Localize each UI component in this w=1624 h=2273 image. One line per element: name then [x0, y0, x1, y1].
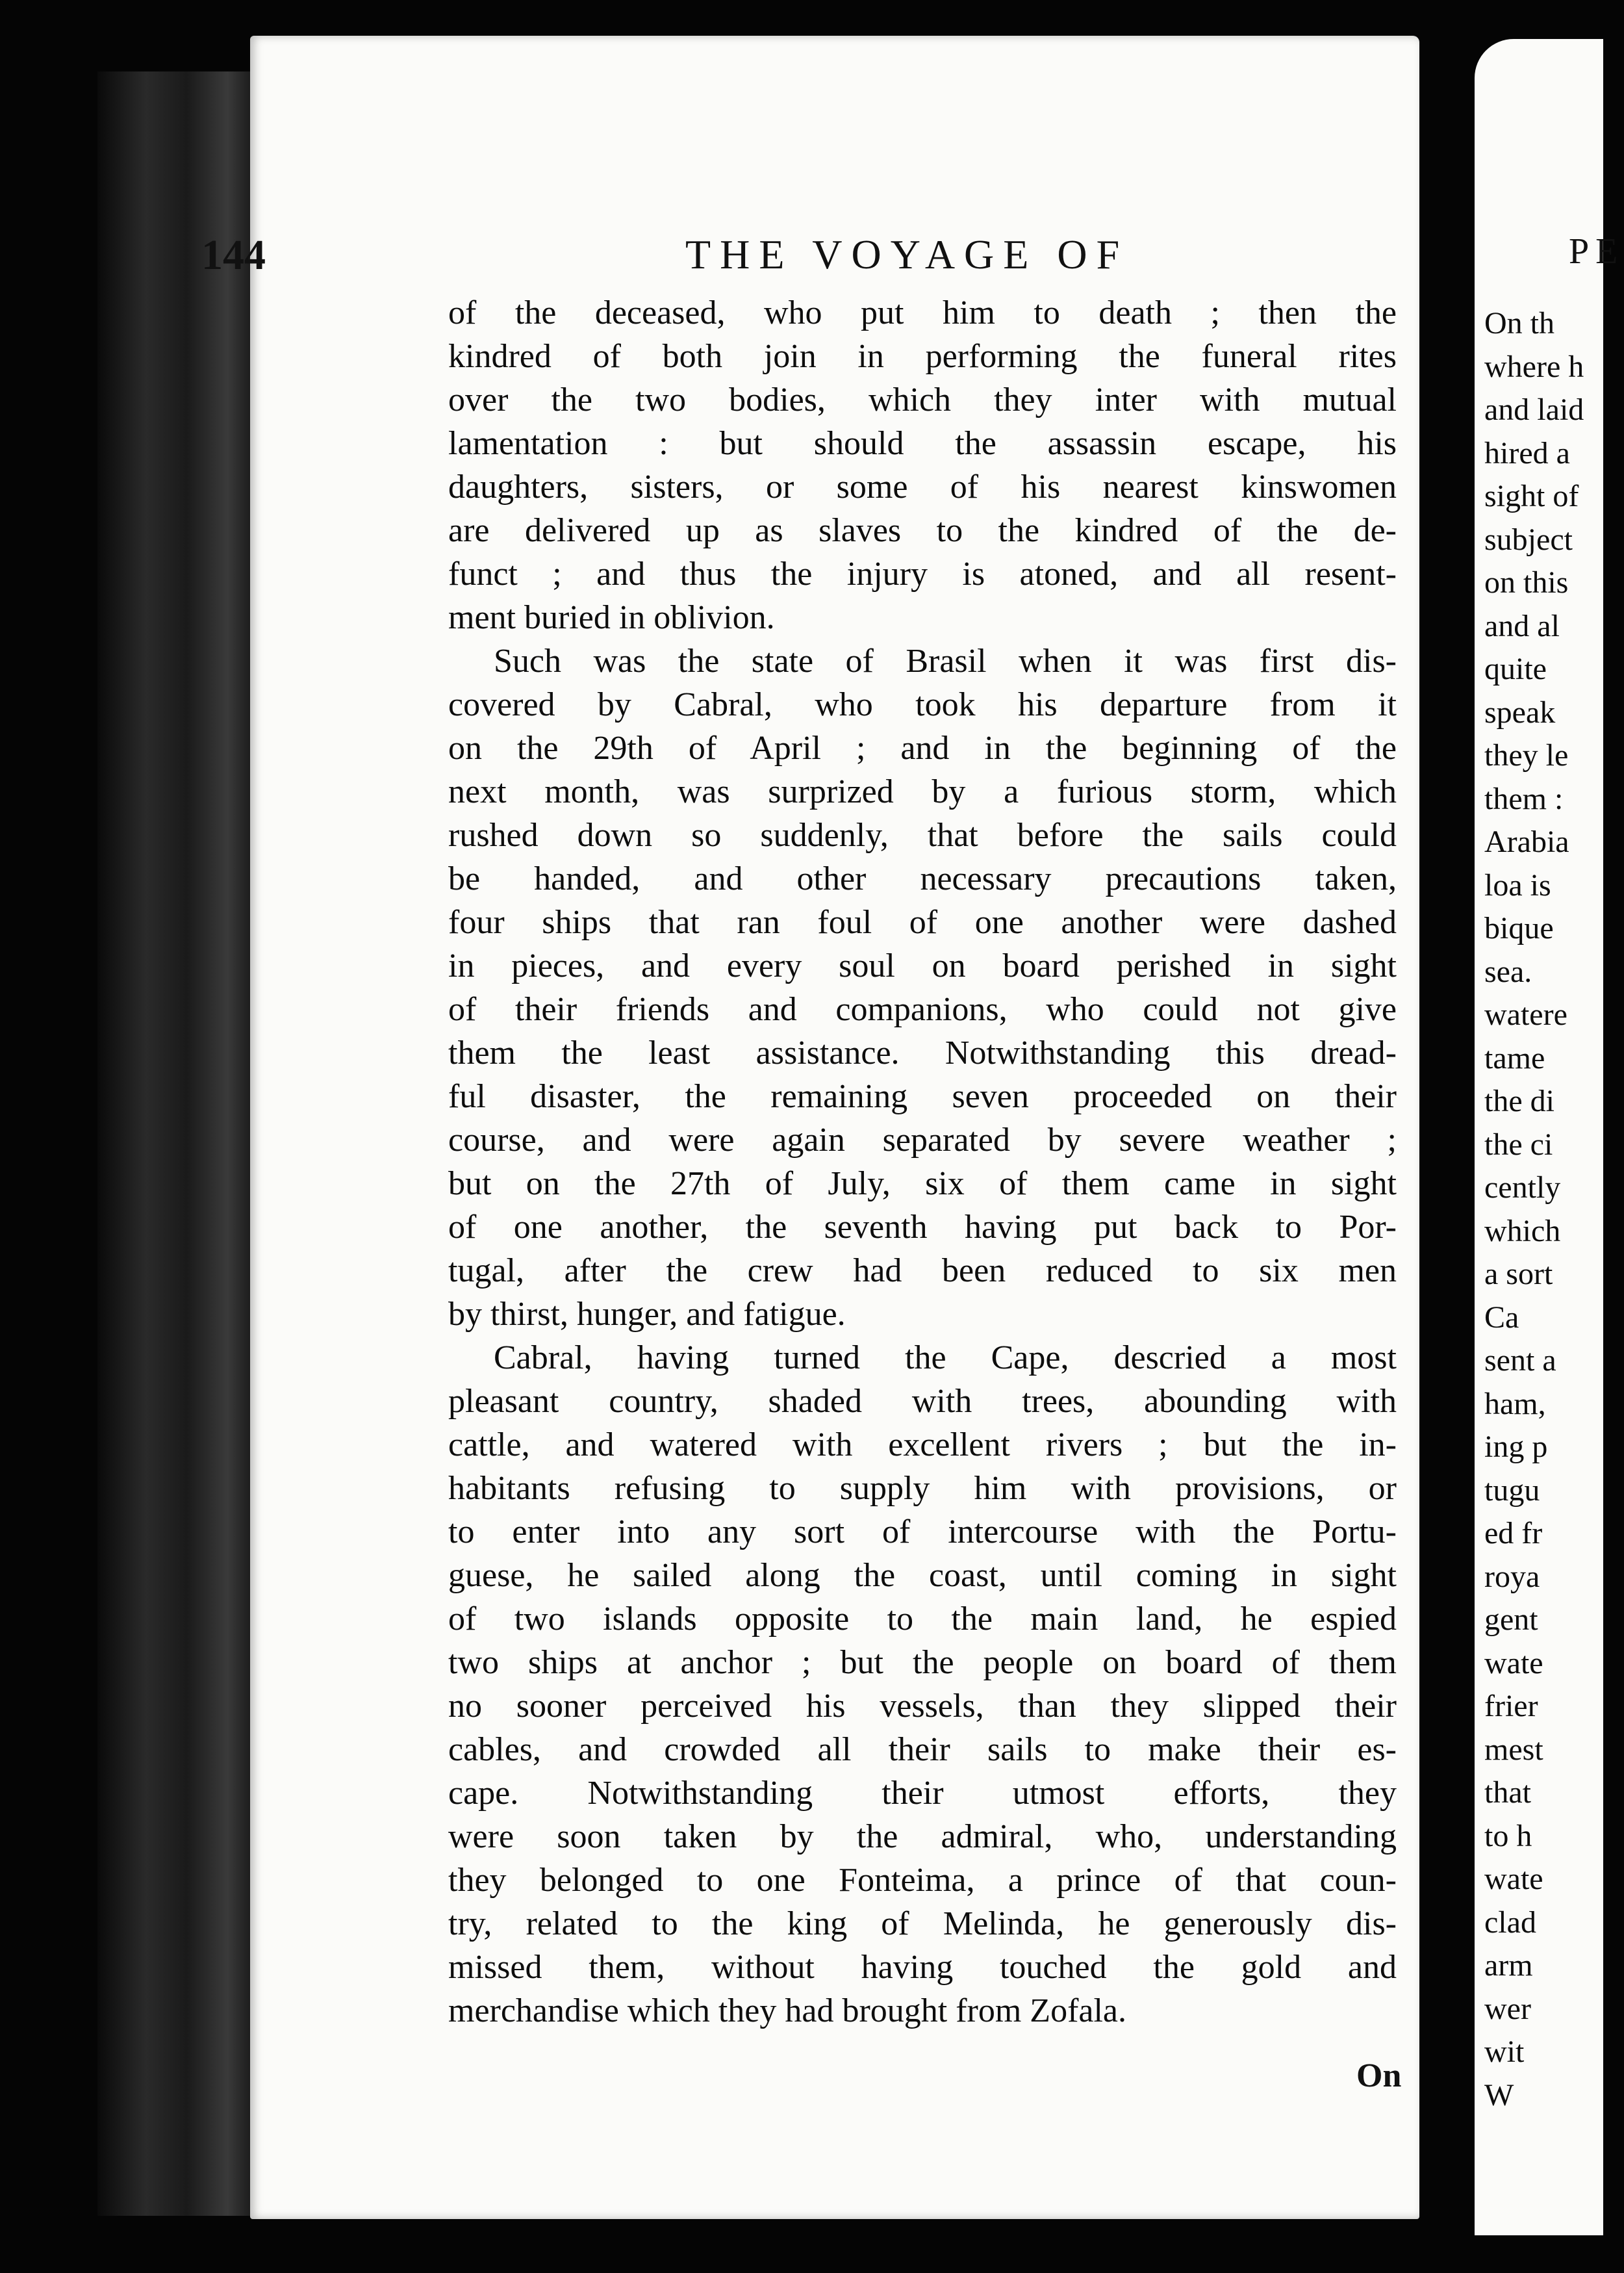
text-line: roya — [1484, 1559, 1540, 1594]
text-line: subject — [1484, 522, 1573, 557]
text-line: four ships that ran foul of one another were dashed — [448, 904, 1397, 941]
text-line: ing p — [1484, 1430, 1548, 1464]
text-line: wate — [1484, 1645, 1543, 1680]
text-line: the ci — [1484, 1127, 1553, 1162]
text-line: were soon taken by the admiral, who, understanding — [448, 1818, 1397, 1855]
text-line: ment buried in oblivion. — [448, 599, 775, 636]
text-line: cables, and crowded all their sails to make their es- — [448, 1731, 1397, 1768]
page-number: 144 — [201, 231, 266, 279]
text-line: pleasant country, shaded with trees, abounding with — [448, 1383, 1397, 1420]
page-header — [201, 231, 1280, 289]
text-line: they belonged to one Fonteima, a prince of that coun- — [448, 1862, 1397, 1899]
text-line: they le — [1484, 738, 1569, 773]
text-line: of two islands opposite to the main land, he espied — [448, 1600, 1397, 1637]
text-line: clad — [1484, 1905, 1536, 1940]
text-line: cape. Notwithstanding their utmost efforts, they — [448, 1775, 1397, 1812]
text-line: try, related to the king of Melinda, he generously dis- — [448, 1905, 1397, 1942]
text-line: Cabral, having turned the Cape, descried a most — [494, 1339, 1397, 1376]
running-head: THE VOYAGE OF — [685, 231, 1129, 277]
text-line: Arabia — [1484, 825, 1569, 859]
text-line: of one another, the seventh having put back to Por- — [448, 1209, 1397, 1246]
text-line: daughters, sisters, or some of his nearest kinswomen — [448, 469, 1397, 506]
text-line: cently — [1484, 1170, 1561, 1205]
text-line: wer — [1484, 1991, 1531, 2026]
text-line: ful disaster, the remaining seven proceeded on their — [448, 1078, 1397, 1115]
text-line: a sort — [1484, 1257, 1553, 1291]
text-line: lamentation : but should the assassin escape, his — [448, 425, 1397, 462]
text-line: gent — [1484, 1602, 1538, 1637]
book-gutter — [97, 71, 260, 2216]
catchword: On — [1356, 2057, 1402, 2094]
text-line: and al — [1484, 608, 1560, 643]
text-line: are delivered up as slaves to the kindred of the de- — [448, 512, 1397, 549]
text-line: two ships at anchor ; but the people on board of them — [448, 1644, 1397, 1681]
text-line: over the two bodies, which they inter with mutual — [448, 381, 1397, 418]
text-line: W — [1484, 2077, 1514, 2112]
text-line: quite — [1484, 652, 1547, 686]
next-page-running-head: PE — [1569, 231, 1624, 272]
text-line: hired a — [1484, 435, 1570, 470]
text-line: Ca — [1484, 1300, 1519, 1335]
text-line: On th — [1484, 306, 1554, 340]
text-line: kindred of both join in performing the funeral rites — [448, 338, 1397, 375]
text-line: Such was the state of Brasil when it was first dis- — [494, 643, 1397, 680]
text-line: where h — [1484, 349, 1584, 384]
text-line: on the 29th of April ; and in the beginning of the — [448, 730, 1397, 767]
next-page-text — [1484, 302, 1584, 2117]
text-line: sight of — [1484, 479, 1579, 513]
text-line: missed them, without having touched the gold and — [448, 1949, 1397, 1986]
book-page-right — [1475, 39, 1624, 2235]
text-line: by thirst, hunger, and fatigue. — [448, 1296, 846, 1333]
text-line: no sooner perceived his vessels, than they slipped their — [448, 1688, 1397, 1725]
text-line: funct ; and thus the injury is atoned, and all resent- — [448, 556, 1397, 593]
text-line: wate — [1484, 1862, 1543, 1896]
text-line: sea. — [1484, 954, 1532, 989]
text-line: which — [1484, 1213, 1561, 1248]
text-line: arm — [1484, 1948, 1533, 1983]
text-line: loa is — [1484, 867, 1551, 903]
text-line: watere — [1484, 997, 1567, 1032]
text-line: the di — [1484, 1084, 1554, 1118]
text-line: ed fr — [1484, 1516, 1543, 1550]
text-line: and laid — [1484, 392, 1584, 427]
text-line: sent a — [1484, 1343, 1556, 1378]
text-line: mest — [1484, 1732, 1543, 1767]
text-line: cattle, and watered with excellent rivers ; but the in- — [448, 1426, 1397, 1463]
text-line: wit — [1484, 2035, 1525, 2069]
text-line: them the least assistance. Notwithstanding this dread- — [448, 1034, 1397, 1072]
text-line: them : — [1484, 781, 1564, 816]
text-line: tugu — [1484, 1472, 1540, 1508]
text-line: tame — [1484, 1040, 1545, 1075]
text-line: be handed, and other necessary precautions taken, — [448, 860, 1397, 897]
text-line: covered by Cabral, who took his departure from it — [448, 686, 1397, 723]
text-line: rushed down so suddenly, that before the sails could — [448, 817, 1397, 854]
text-line: course, and were again separated by severe weather ; — [448, 1122, 1397, 1159]
text-line: tugal, after the crew had been reduced to six men — [448, 1252, 1397, 1289]
page-body-text — [448, 291, 1397, 2033]
text-line: merchandise which they had brought from Zofala. — [448, 1992, 1126, 2029]
text-line: that — [1484, 1775, 1531, 1810]
text-line: of the deceased, who put him to death ; then the — [448, 294, 1397, 331]
text-line: in pieces, and every soul on board perished in sight — [448, 947, 1397, 984]
text-line: speak — [1484, 695, 1556, 730]
text-line: ham, — [1484, 1386, 1546, 1421]
text-line: but on the 27th of July, six of them came in sight — [448, 1165, 1397, 1202]
text-line: frier — [1484, 1689, 1538, 1723]
text-line: habitants refusing to supply him with provisions, or — [448, 1470, 1397, 1507]
text-line: next month, was surprized by a furious storm, which — [448, 773, 1397, 810]
text-line: on this — [1484, 565, 1569, 600]
text-line: to h — [1484, 1818, 1532, 1853]
text-line: of their friends and companions, who could not give — [448, 991, 1397, 1028]
text-line: to enter into any sort of intercourse with the Portu- — [448, 1513, 1397, 1550]
text-line: bique — [1484, 911, 1554, 945]
text-line: guese, he sailed along the coast, until coming in sight — [448, 1557, 1397, 1594]
